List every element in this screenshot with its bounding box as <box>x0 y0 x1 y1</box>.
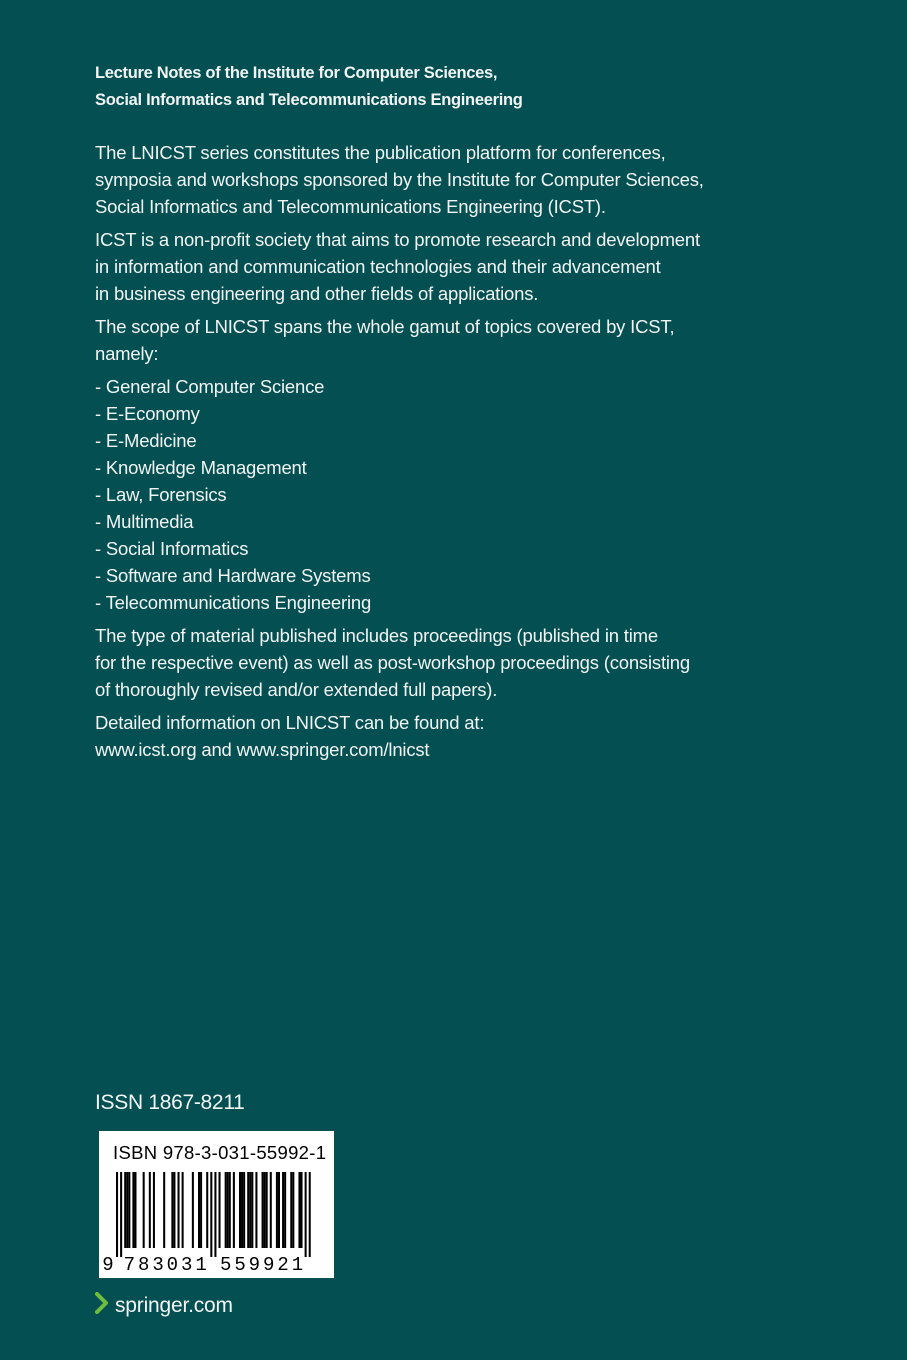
barcode-bar <box>266 1172 268 1248</box>
barcode-bar <box>229 1172 231 1248</box>
barcode-bar <box>219 1172 221 1248</box>
chevron-right-icon <box>95 1292 109 1320</box>
isbn-label: ISBN 978-3-031-55992-1 <box>113 1142 327 1163</box>
barcode-bar <box>284 1172 286 1248</box>
barcode-guard-bar <box>305 1172 307 1257</box>
barcode-bar <box>278 1172 280 1248</box>
barcode-bar <box>290 1172 292 1248</box>
barcode-bar <box>153 1172 155 1248</box>
barcode-bar <box>276 1172 278 1248</box>
text-line: of thoroughly revised and/or extended full papers). <box>95 679 498 700</box>
text-line: The type of material published includes proceedings (published in time <box>95 625 658 646</box>
barcode-digit: 7 <box>123 1254 136 1276</box>
series-title-line: Social Informatics and Telecommunications Engineering <box>95 91 523 109</box>
list-item: - Telecommunications Engineering <box>95 592 372 613</box>
description <box>95 139 735 769</box>
publisher-site: springer.com <box>115 1294 233 1317</box>
barcode-digit: 0 <box>166 1254 179 1276</box>
barcode-bar <box>126 1172 128 1248</box>
text-line: in information and communication technologies and their advancement <box>95 256 661 277</box>
barcode-bar <box>128 1172 130 1248</box>
barcode-bar <box>298 1172 300 1248</box>
barcode-guard-bar <box>116 1172 118 1257</box>
barcode-bar <box>255 1172 257 1248</box>
barcode-bar <box>243 1172 245 1248</box>
barcode-bar <box>292 1172 294 1248</box>
barcode-digit: 9 <box>102 1254 114 1276</box>
barcode-bar <box>301 1172 303 1248</box>
barcode-digit: 1 <box>291 1254 304 1276</box>
barcode-digit: 2 <box>277 1254 289 1276</box>
barcode-guard-bar <box>120 1172 122 1257</box>
list-item: - E-Economy <box>95 403 200 424</box>
barcode-guard-bar <box>214 1172 216 1257</box>
text-line: Detailed information on LNICST can be found at: <box>95 712 485 733</box>
isbn-barcode <box>99 1131 334 1278</box>
barcode-bar <box>249 1172 251 1248</box>
paragraph-scope <box>95 313 735 367</box>
text-line: in business engineering and other fields of applications. <box>95 283 539 304</box>
series-title-line: Lecture Notes of the Institute for Computer Sciences, <box>95 64 498 82</box>
barcode-digit: 5 <box>234 1254 246 1276</box>
text-line: www.icst.org and www.springer.com/lnicst <box>95 739 430 760</box>
list-item: - E-Medicine <box>95 430 197 451</box>
list-item: - Software and Hardware Systems <box>95 565 371 586</box>
barcode-bar <box>239 1172 241 1248</box>
barcode-digit: 9 <box>248 1254 261 1276</box>
barcode-digit: 3 <box>181 1254 193 1276</box>
barcode-bar <box>206 1172 208 1248</box>
issn: ISSN 1867-8211 <box>95 1091 245 1114</box>
barcode-bar <box>198 1172 200 1248</box>
barcode-bar <box>270 1172 272 1248</box>
barcode-bar <box>171 1172 173 1248</box>
barcode-bar <box>124 1172 126 1248</box>
paragraph-series <box>95 139 735 220</box>
barcode-bar <box>178 1172 180 1248</box>
barcode-bar <box>241 1172 243 1248</box>
barcode-bar <box>233 1172 235 1248</box>
barcode-bar <box>134 1172 136 1248</box>
text-line: Social Informatics and Telecommunications Engineering (ICST). <box>95 196 606 217</box>
text-line: symposia and workshops sponsored by the Institute for Computer Sciences, <box>95 169 704 190</box>
barcode-digit: 5 <box>219 1254 232 1276</box>
text-line: ICST is a non-profit society that aims to promote research and development <box>95 229 700 250</box>
paragraph-info <box>95 709 735 763</box>
barcode-bar <box>227 1172 229 1248</box>
barcode-bar <box>282 1172 284 1248</box>
barcode-guard-bar <box>210 1172 212 1257</box>
barcode-graphic <box>99 1131 334 1278</box>
barcode-bar <box>192 1172 194 1248</box>
paragraph-icst <box>95 226 735 307</box>
barcode-bar <box>264 1172 266 1248</box>
series-title <box>95 60 523 114</box>
barcode-digit: 9 <box>263 1254 275 1276</box>
barcode-bar <box>182 1172 184 1248</box>
list-item: - Social Informatics <box>95 538 249 559</box>
barcode-bar <box>200 1172 202 1248</box>
text-line: namely: <box>95 343 159 364</box>
publisher-footer <box>95 1292 233 1320</box>
text-line: for the respective event) as well as post-workshop proceedings (consisting <box>95 652 690 673</box>
list-item: - Multimedia <box>95 511 194 532</box>
text-line: The scope of LNICST spans the whole gamut of topics covered by ICST, <box>95 316 675 337</box>
barcode-bar <box>149 1172 151 1248</box>
barcode-bar <box>251 1172 253 1248</box>
barcode-bar <box>262 1172 264 1248</box>
list-item: - General Computer Science <box>95 376 325 397</box>
barcode-bar <box>225 1172 227 1248</box>
barcode-bar <box>132 1172 134 1248</box>
text-line: The LNICST series constitutes the publication platform for conferences, <box>95 142 666 163</box>
topic-list <box>95 373 735 616</box>
barcode-bar <box>173 1172 175 1248</box>
barcode-bar <box>247 1172 249 1248</box>
barcode-digit: 8 <box>137 1254 150 1276</box>
barcode-bar <box>163 1172 165 1248</box>
barcode-digit: 3 <box>152 1254 164 1276</box>
barcode-bar <box>143 1172 145 1248</box>
list-item: - Law, Forensics <box>95 484 227 505</box>
list-item: - Knowledge Management <box>95 457 307 478</box>
paragraph-material <box>95 622 735 703</box>
barcode-guard-bar <box>309 1172 311 1257</box>
barcode-digit: 1 <box>195 1254 207 1276</box>
